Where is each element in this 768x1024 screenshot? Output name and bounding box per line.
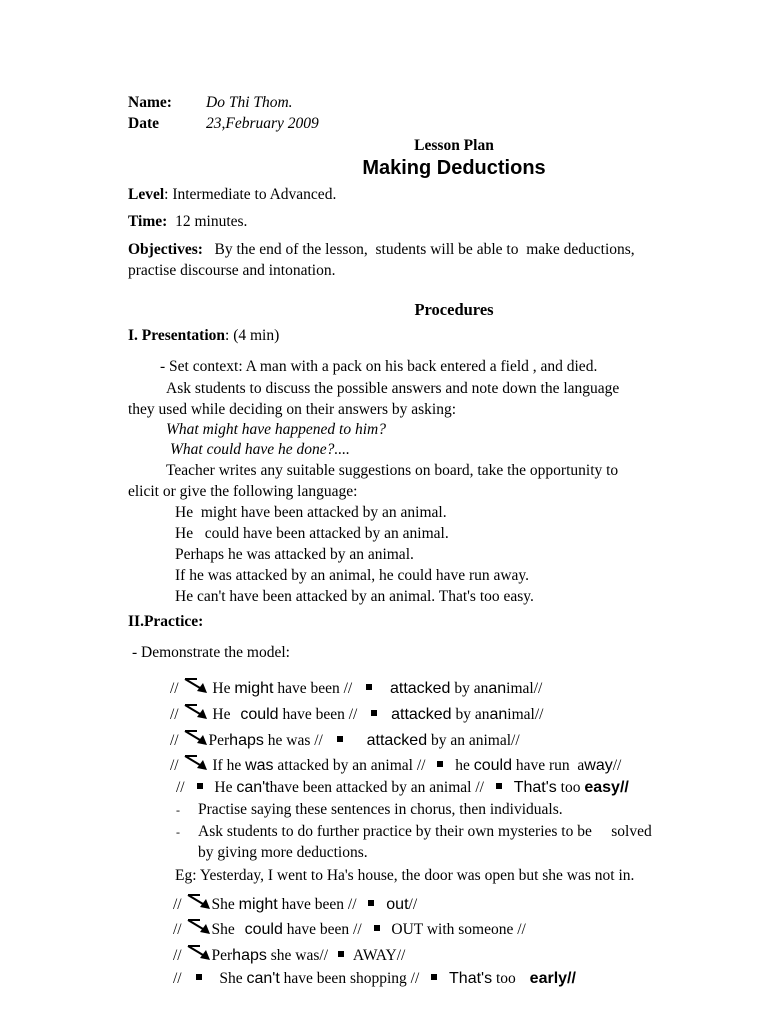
- presentation-heading: [128, 327, 279, 345]
- phrase: attacked by an animal //: [277, 757, 426, 774]
- name-value: Do Thi Thom.: [206, 94, 293, 111]
- stressed-syllable: an: [488, 680, 507, 697]
- phrase: have been //: [282, 706, 358, 723]
- bullet-dash: -: [176, 803, 180, 817]
- phrase: imal//: [507, 706, 544, 723]
- stressed-word: might: [238, 896, 278, 913]
- context-line: - Set context: A man with a pack on his back entered a field , and died.: [160, 358, 598, 375]
- stressed-word: can't: [246, 970, 280, 987]
- eg-model-line: [173, 944, 405, 965]
- subject: He: [212, 706, 231, 723]
- stressed-word: can't: [236, 779, 270, 796]
- stress-dot-icon: [368, 900, 374, 906]
- eg-model-line: [173, 970, 576, 988]
- phrase: OUT with someone //: [391, 921, 526, 938]
- phrase: have been shopping //: [283, 970, 420, 987]
- example-5: He can't have been attacked by an animal. That's too easy.: [175, 588, 534, 605]
- phrase: have been //: [281, 896, 357, 913]
- stressed-word: was: [245, 757, 274, 774]
- procedures-heading: Procedures: [414, 300, 494, 319]
- level-line: [128, 186, 336, 204]
- stressed-word: could: [244, 921, 283, 938]
- date-label: Date: [128, 115, 159, 132]
- stress-mark: //: [170, 732, 179, 749]
- teacher-line-2: elicit or give the following language:: [128, 483, 358, 500]
- phrase: he was //: [267, 732, 323, 749]
- model-line: [170, 677, 542, 698]
- word: too: [560, 779, 581, 796]
- question-1: What might have happened to him?: [166, 421, 386, 438]
- time-value: 12 minutes.: [167, 213, 248, 230]
- stress-mark: //: [173, 896, 182, 913]
- example-4: If he was attacked by an animal, he could have run away.: [175, 567, 530, 584]
- stress-mark: //: [173, 947, 182, 964]
- stress-dot-icon: [496, 783, 502, 789]
- practice-heading: II.Practice:: [128, 613, 204, 630]
- phrase: by an animal//: [430, 732, 520, 749]
- word: Per: [208, 732, 230, 749]
- stress-dot-icon: [197, 783, 203, 789]
- bullet-1: Practise saying these sentences in chorus, then individuals.: [198, 801, 563, 818]
- example-2: He could have been attacked by an animal.: [175, 525, 449, 542]
- teacher-line-1: Teacher writes any suitable suggestions on board, take the opportunity to: [166, 462, 619, 479]
- stressed-word: could: [473, 757, 512, 774]
- time-line: [128, 213, 247, 231]
- objectives-line: [128, 241, 635, 259]
- stressed-word: easy//: [584, 779, 629, 796]
- subject: She: [219, 970, 243, 987]
- stressed-word: might: [234, 680, 274, 697]
- eg-model-line: [173, 893, 417, 914]
- stressed-word: That's: [449, 970, 493, 987]
- presentation-duration: : (4 min): [225, 327, 280, 344]
- stressed-syllable: haps: [232, 947, 267, 964]
- stress-mark: //: [170, 680, 179, 697]
- falling-intonation-arrow-icon: [183, 754, 209, 772]
- instruction-line-1: Ask students to discuss the possible answers and note down the language: [166, 380, 620, 397]
- stress-dot-icon: [338, 951, 344, 957]
- question-2: What could have he done?....: [170, 441, 350, 458]
- stressed-word: attacked: [389, 680, 451, 697]
- stress-mark: //: [173, 921, 182, 938]
- eg-model-line: [173, 918, 526, 939]
- falling-intonation-arrow-icon: [183, 677, 209, 695]
- example-1: He might have been attacked by an animal.: [175, 504, 447, 521]
- stressed-word: attacked: [366, 732, 428, 749]
- page-title: Making Deductions: [362, 157, 546, 179]
- phrase: have been //: [286, 921, 362, 938]
- model-line: [176, 779, 629, 797]
- phrase: have run a: [515, 757, 585, 774]
- stressed-syllable: an: [489, 706, 508, 723]
- level-label: Level: [128, 186, 165, 203]
- stress-dot-icon: [337, 736, 343, 742]
- phrase: imal//: [506, 680, 543, 697]
- demonstrate-line: - Demonstrate the model:: [132, 644, 290, 661]
- bullet-2-cont: by giving more deductions.: [198, 844, 368, 861]
- stress-mark: //: [170, 757, 179, 774]
- example-3: Perhaps he was attacked by an animal.: [175, 546, 414, 563]
- stress-mark: //: [612, 757, 622, 774]
- bullet-dash: -: [176, 825, 180, 839]
- phrase: by an: [455, 706, 490, 723]
- stressed-word: That's: [513, 779, 557, 796]
- phrase: have been //: [277, 680, 353, 697]
- subject: He: [212, 680, 231, 697]
- subject: She: [211, 896, 235, 913]
- stressed-word: attacked: [391, 706, 452, 723]
- objectives-text-1: By the end of the lesson, students will be able to make deductions,: [202, 241, 635, 258]
- stress-dot-icon: [371, 710, 377, 716]
- stress-dot-icon: [431, 974, 437, 980]
- stress-dot-icon: [437, 761, 443, 767]
- phrase: have been attacked by an animal //: [269, 779, 484, 796]
- objectives-text-2: practise discourse and intonation.: [128, 262, 336, 279]
- falling-intonation-arrow-icon: [183, 703, 209, 721]
- stressed-syllable: way: [584, 757, 613, 774]
- falling-intonation-arrow-icon: [186, 893, 212, 911]
- objectives-label: Objectives:: [128, 241, 203, 258]
- stress-dot-icon: [374, 925, 380, 931]
- bullet-2: Ask students to do further practice by their own mysteries to be solved: [198, 823, 652, 840]
- stress-mark: //: [176, 779, 185, 796]
- word: he: [455, 757, 470, 774]
- instruction-line-2: they used while deciding on their answers by asking:: [128, 401, 457, 418]
- name-label: Name:: [128, 94, 172, 111]
- stress-mark: //: [170, 706, 179, 723]
- level-value: : Intermediate to Advanced.: [164, 186, 337, 203]
- phrase: AWAY//: [352, 947, 406, 964]
- stress-mark: //: [408, 896, 418, 913]
- falling-intonation-arrow-icon: [186, 944, 212, 962]
- stress-dot-icon: [366, 684, 372, 690]
- presentation-label: I. Presentation: [128, 327, 226, 344]
- word: Per: [211, 947, 233, 964]
- subject: She: [211, 921, 235, 938]
- stressed-word: out: [386, 896, 409, 913]
- phrase: If he: [212, 757, 242, 774]
- phrase: by an: [454, 680, 489, 697]
- stressed-word: early//: [529, 970, 576, 987]
- date-value: 23,February 2009: [206, 115, 319, 132]
- subject: He: [214, 779, 233, 796]
- stress-mark: //: [173, 970, 182, 987]
- word: too: [495, 970, 516, 987]
- stressed-word: could: [240, 706, 279, 723]
- phrase: she was//: [270, 947, 329, 964]
- time-label: Time:: [128, 213, 168, 230]
- example-sentence: Eg: Yesterday, I went to Ha's house, the door was open but she was not in.: [175, 867, 635, 884]
- model-line: [170, 754, 621, 775]
- stress-dot-icon: [196, 974, 202, 980]
- stressed-syllable: haps: [229, 732, 264, 749]
- falling-intonation-arrow-icon: [183, 729, 209, 747]
- lesson-plan-heading: Lesson Plan: [414, 137, 494, 154]
- model-line: [170, 729, 520, 750]
- model-line: [170, 703, 543, 724]
- falling-intonation-arrow-icon: [186, 918, 212, 936]
